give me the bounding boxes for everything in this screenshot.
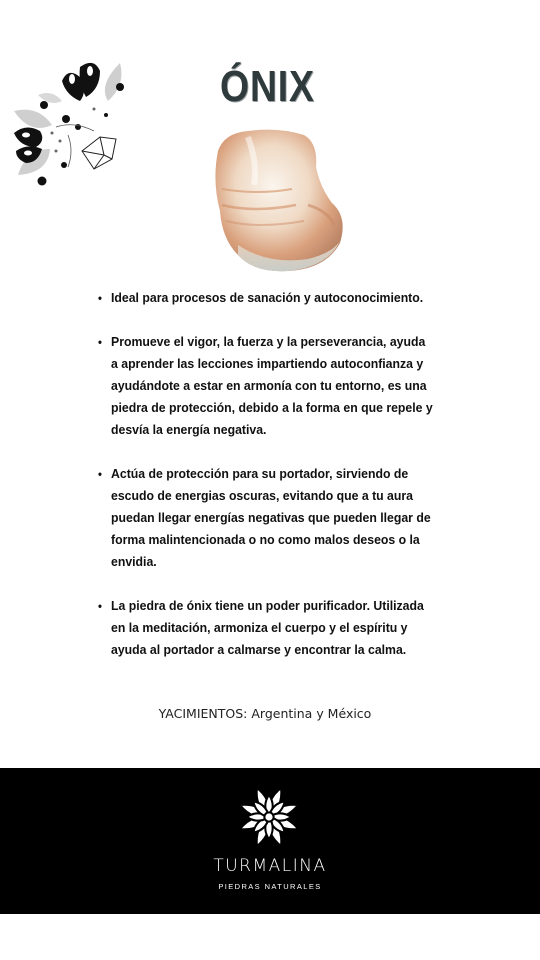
list-item: • La piedra de ónix tiene un poder purificador. Utilizada en la meditación, armoniza el cuerpo y el espíritu y ayuda al portador a calmarse y encontrar la calma. <box>98 595 433 661</box>
page-title: ÓNIX <box>220 62 315 111</box>
lotus-flower-logo-icon <box>232 780 306 854</box>
deposits-text: YACIMIENTOS: Argentina y México <box>158 706 372 721</box>
onyx-stone-image <box>208 125 353 275</box>
list-item: • Ideal para procesos de sanación y autoconocimiento. <box>98 287 433 309</box>
brand-name: TURMALINA <box>213 856 327 876</box>
floral-crystal-decoration-icon <box>8 55 133 195</box>
list-item: • Promueve el vigor, la fuerza y la perseverancia, ayuda a aprender las lecciones impartiendo autoconfianza y ayudándote a estar en armonía con tu entorno, es una piedra de protección, debido a la forma en que repele y desvía la energía negativa. <box>98 331 433 441</box>
list-item: • Actúa de protección para su portador, sirviendo de escudo de energias oscuras, evitando que a tu aura puedan llegar energías negativas que pueden llegar de forma malintencionada o no como malos deseos o la envidia. <box>98 463 433 573</box>
properties-list <box>98 287 458 683</box>
brand-tagline: PIEDRAS NATURALES <box>218 882 322 891</box>
